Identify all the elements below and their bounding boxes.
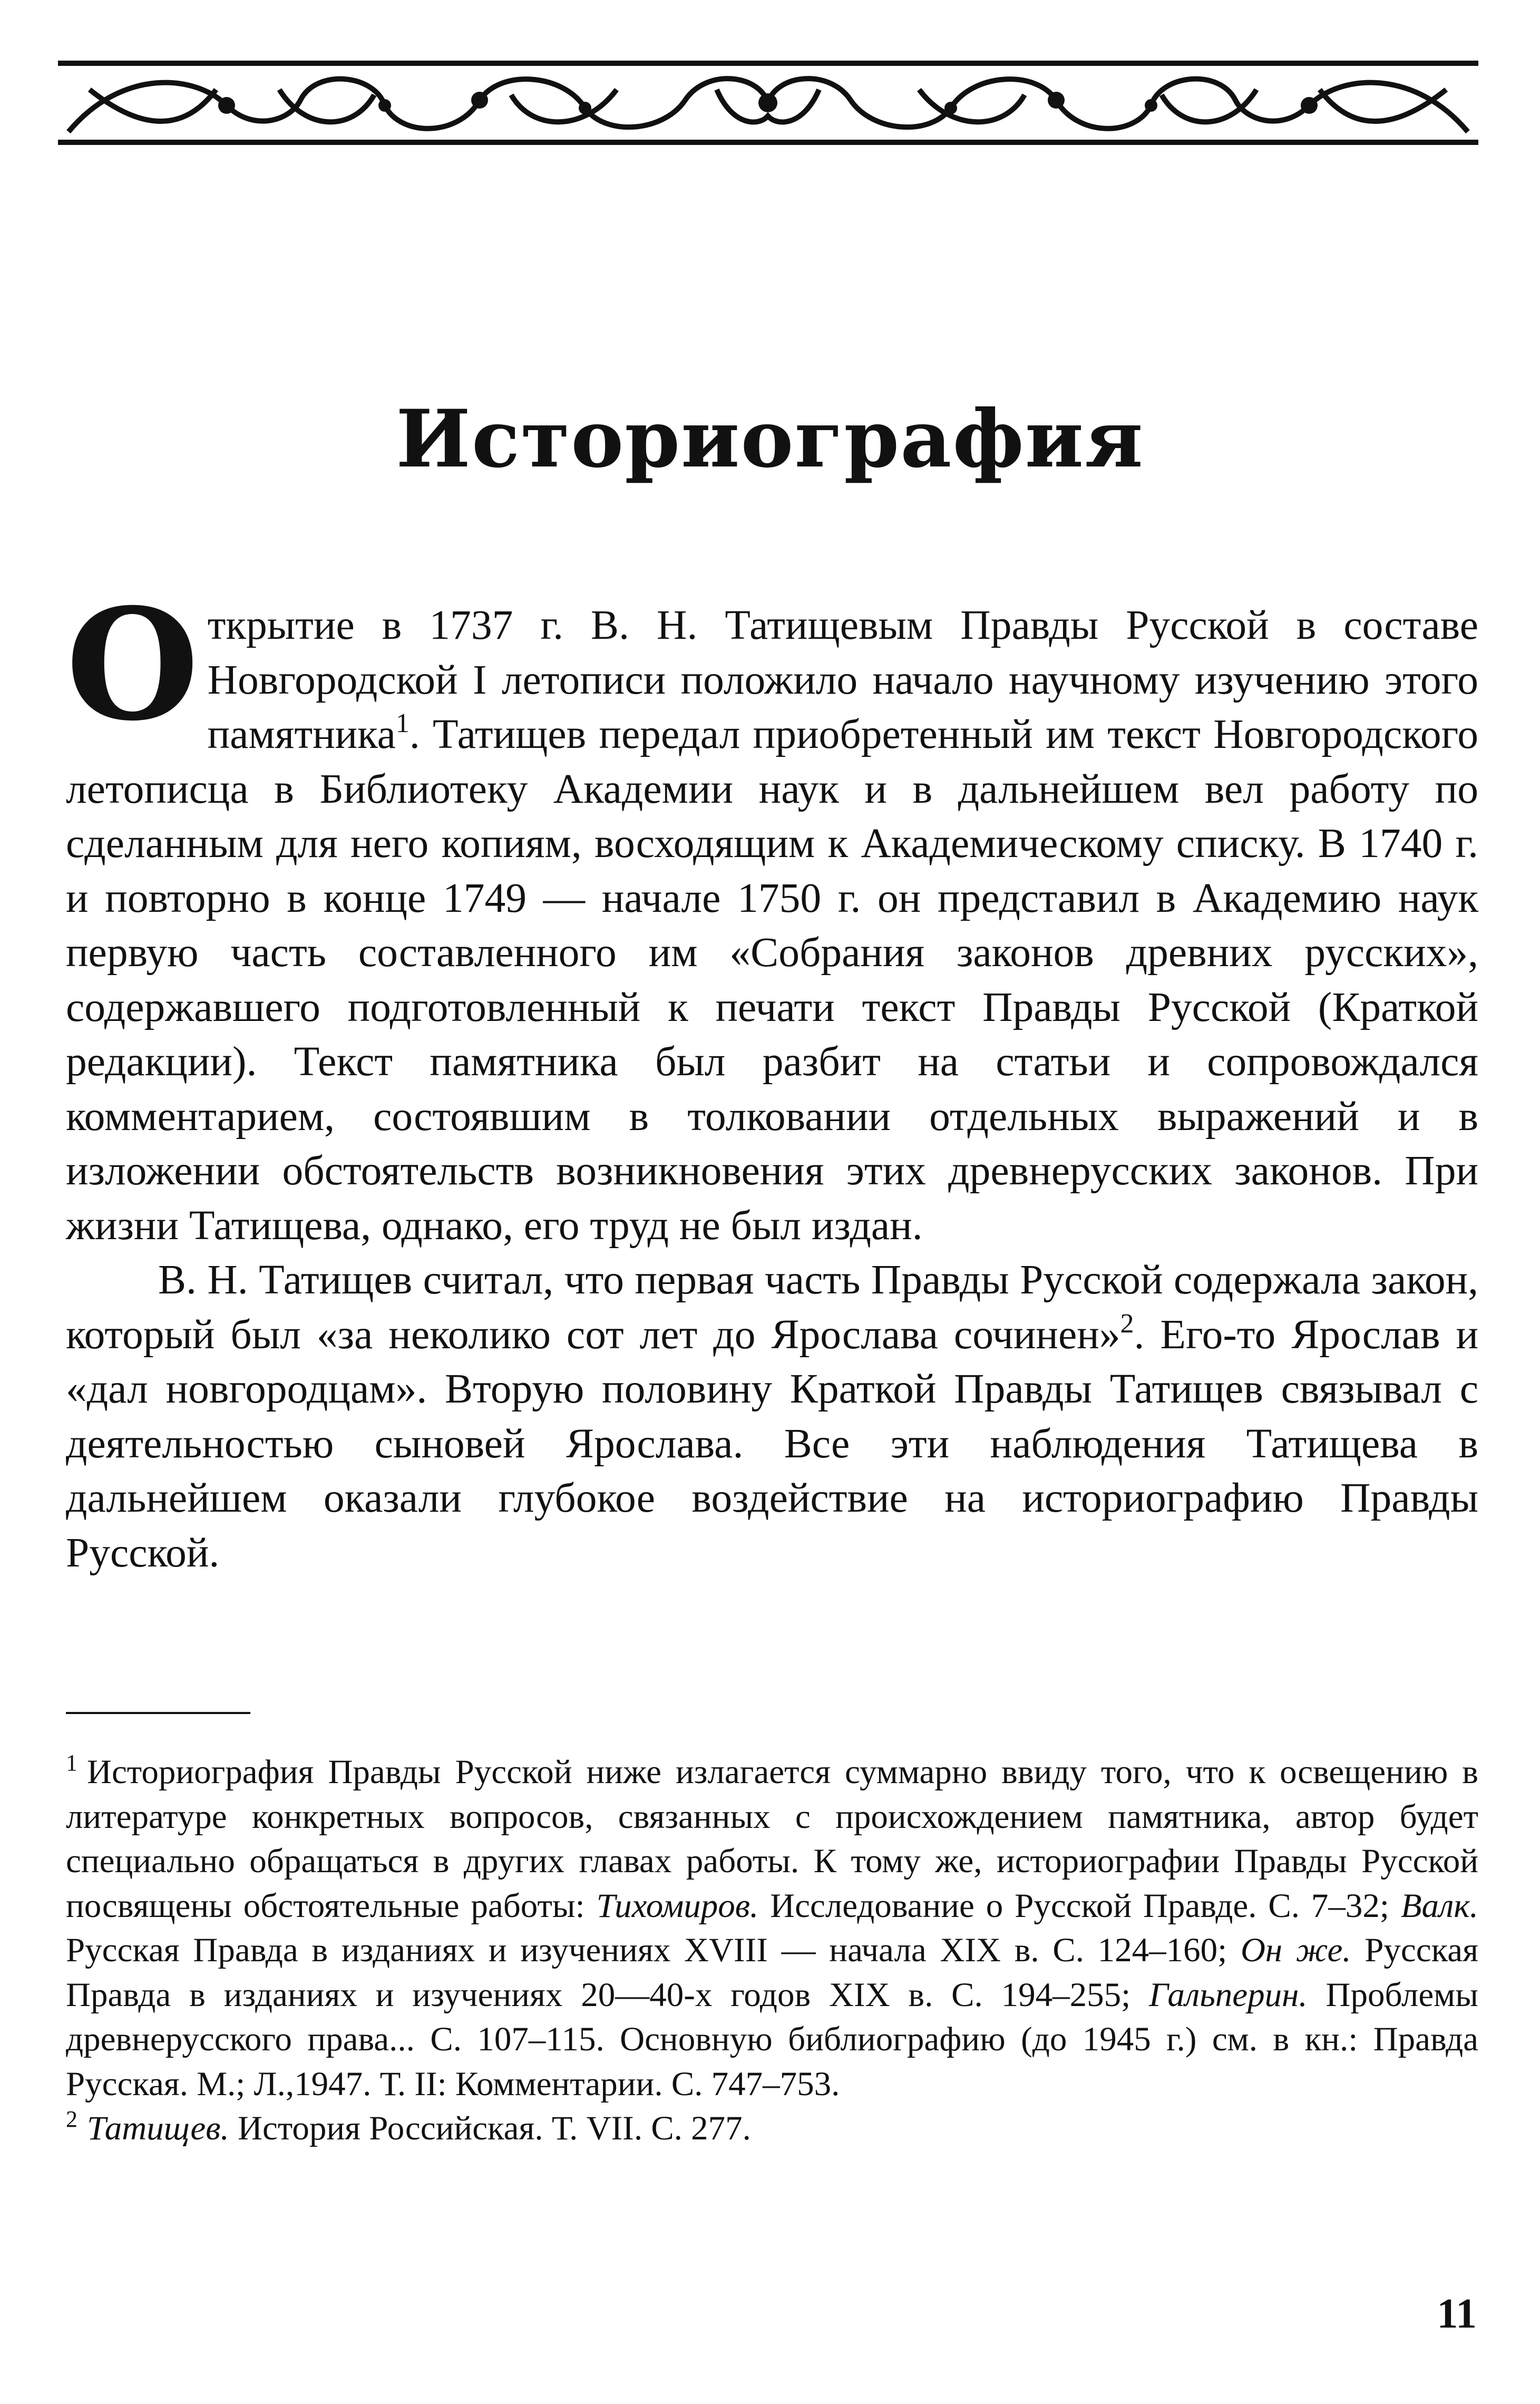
footnote-1-author-2: Валк. bbox=[1400, 1886, 1479, 1925]
footnote-1-number: 1 bbox=[66, 1750, 77, 1776]
footnotes bbox=[66, 1750, 1478, 2151]
footnote-ref-1[interactable]: 1 bbox=[395, 708, 410, 738]
main-text bbox=[66, 576, 1478, 1580]
paragraph-1-text-a: ткрытие в 1737 г. В. Н. Татищевым Правды Русской в составе Новгородской I летописи положило начало научному изучению этого памятника bbox=[207, 602, 1478, 757]
decorative-ornament-border bbox=[58, 58, 1478, 148]
drop-cap: О bbox=[66, 576, 199, 755]
footnote-2-author: Татищев. bbox=[87, 2109, 229, 2147]
footnote-1-author-3: Он же. bbox=[1240, 1931, 1351, 1969]
paragraph-1 bbox=[66, 576, 1478, 1253]
paragraph-2-text-b: . Его-то Ярослав и «дал новгородцам». Вторую половину Краткой Правды Татищев связывал с деятельностью сыновей Ярослава. Все эти наблюдения Татищева в дальнейшем оказали глубокое воздействие на историографию Правды Русской. bbox=[66, 1311, 1478, 1576]
page-title: Историография bbox=[396, 393, 1144, 485]
footnote-ref-2[interactable]: 2 bbox=[1120, 1308, 1134, 1339]
page-number: 11 bbox=[1437, 2291, 1477, 2337]
footnote-1-author-1: Тихомиров. bbox=[596, 1886, 759, 1925]
footnote-1-text: Исследование о Русской Правде. С. 7–32; bbox=[758, 1886, 1401, 1925]
footnote-1-text: Русская Правда в изданиях и изучениях XVIII — начала XIX в. С. 124–160; bbox=[66, 1931, 1241, 1969]
footnote-2-text: История Российская. Т. VII. С. 277. bbox=[229, 2109, 751, 2147]
footnote-1 bbox=[66, 1750, 1478, 2106]
footnote-2 bbox=[66, 2106, 1478, 2151]
footnote-1-text: Проблемы древнерусского права... С. 107–115. Основную библиографию (до 1945 г.) см. в кн.: Правда Русская. М.; Л.,1947. Т. II: Комментарии. С. 747–753. bbox=[66, 1975, 1478, 2103]
footnote-1-text: Историография Правды Русской ниже излагается суммарно ввиду того, что к освещению в литературе конкретных вопросов, связанных с происхождением памятника, автор будет специально обращаться в других главах работы. К тому же, историографии Правды Русской посвящены обстоятельные работы: bbox=[66, 1753, 1478, 1925]
footnote-divider bbox=[66, 1712, 250, 1714]
footnote-1-author-4: Гальперин. bbox=[1149, 1975, 1308, 2014]
paragraph-2-text-a: В. Н. Татищев считал, что первая часть Правды Русской содержала закон, который был «за неколико сот лет до Ярослава сочинен» bbox=[66, 1257, 1478, 1358]
paragraph-1-text-b: . Татищев передал приобретенный им текст Новгородского летописца в Библиотеку Академии наук и в дальнейшем вел работу по сделанным для него копиям, восходящим к Академическому списку. В 1740 г. и повторно в конце 1749 — начале 1750 г. он представил в Академию наук первую часть составленного им «Собрания законов древних русских», содержавшего подготовленный к печати текст Правды Русской (Краткой редакции). Текст памятника был разбит на статьи и сопровождался комментарием, состоявшим в толковании отдельных выражений и в изложении обстоятельств возникновения этих древнерусских законов. При жизни Татищева, однако, его труд не был издан. bbox=[66, 711, 1478, 1249]
footnote-2-number: 2 bbox=[66, 2106, 77, 2132]
paragraph-2 bbox=[66, 1253, 1478, 1580]
footnote-1-text: Русская Правда в изданиях и изучениях 20—40-х годов XIX в. С. 194–255; bbox=[66, 1931, 1478, 2014]
